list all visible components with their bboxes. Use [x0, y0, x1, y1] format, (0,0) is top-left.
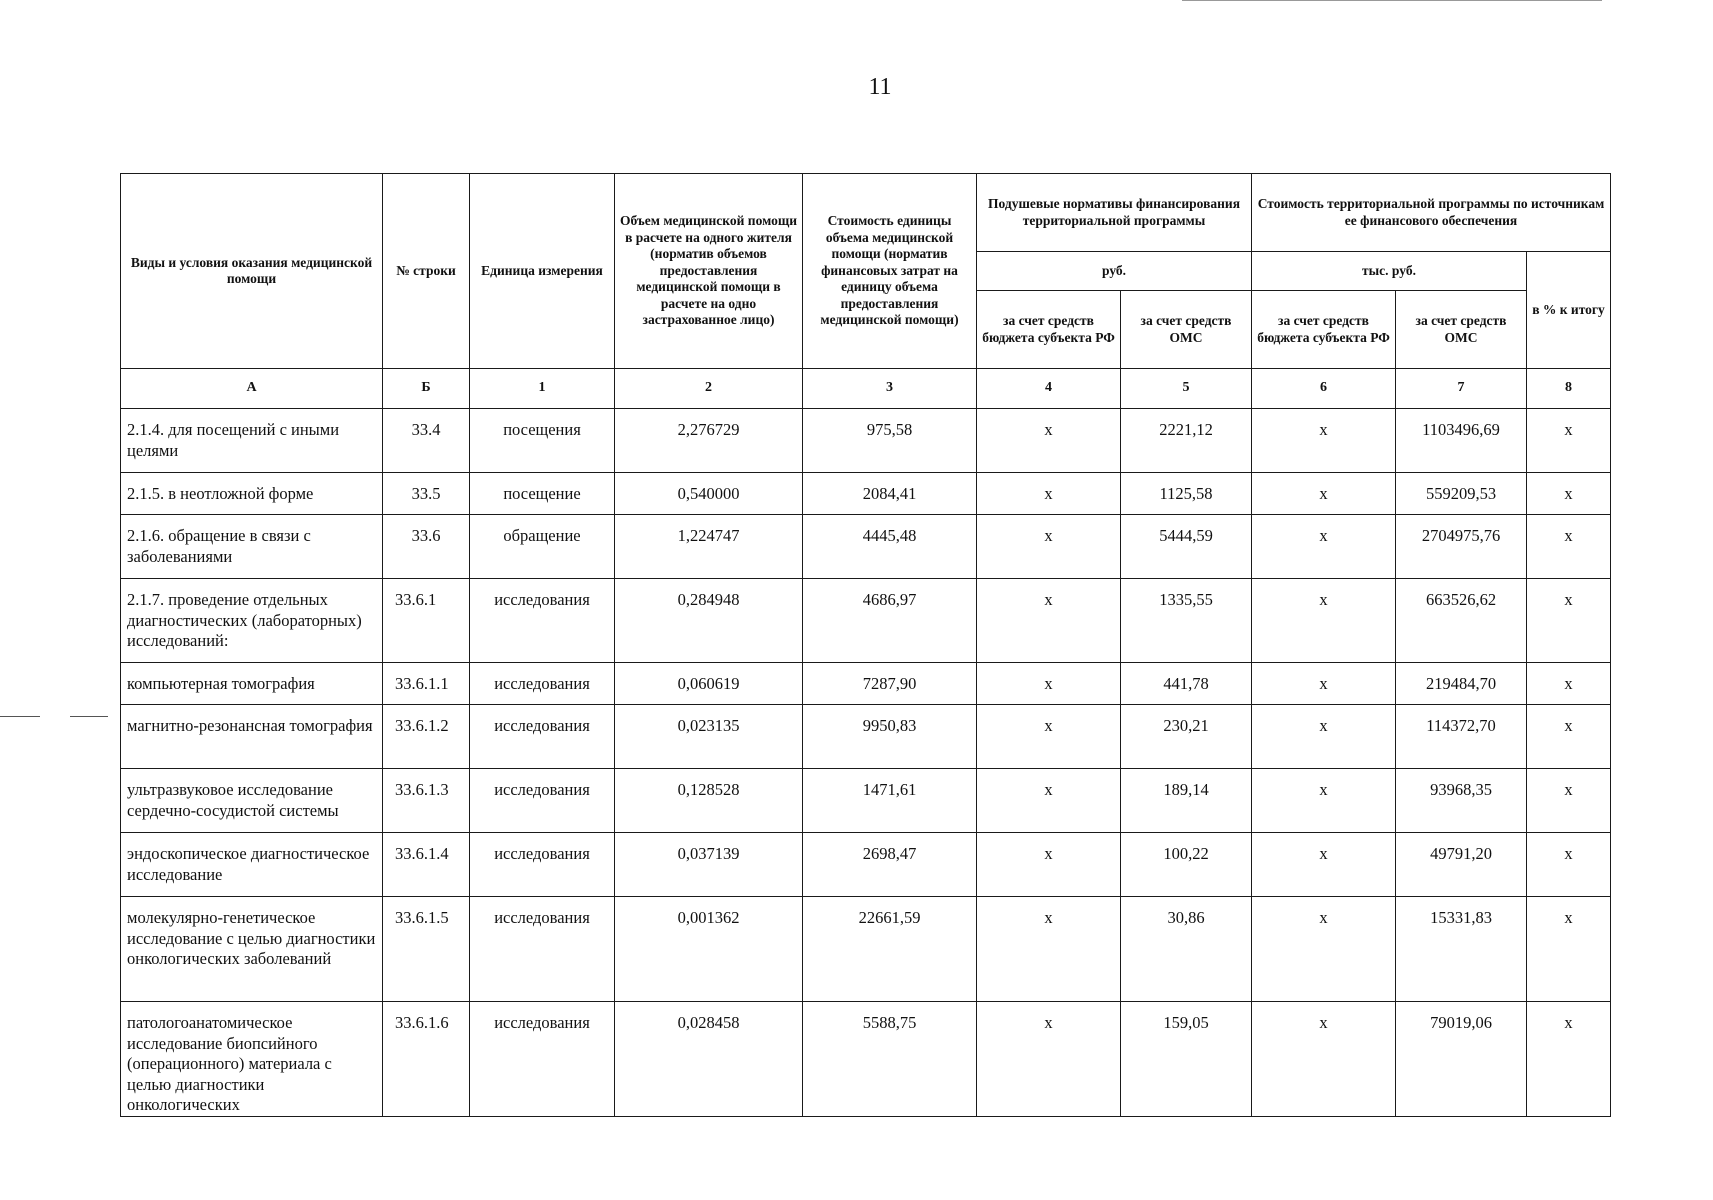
- table-row: [121, 473, 1611, 515]
- column-code: 3: [803, 369, 977, 409]
- column-code: Б: [383, 369, 470, 409]
- column-code: 8: [1527, 369, 1611, 409]
- table-header: [121, 174, 1611, 409]
- cell-row-number: 33.5: [383, 473, 470, 515]
- cell-volume: 0,023135: [615, 705, 803, 769]
- cell-row-number: 33.6.1.3: [383, 769, 470, 833]
- header-unit: Единица измерения: [470, 174, 615, 369]
- cell-unit: исследования: [470, 579, 615, 663]
- cell-budget-rf-total: x: [1252, 897, 1396, 1002]
- header-thousand-rub: тыс. руб.: [1252, 252, 1527, 291]
- table-row: [121, 663, 1611, 705]
- cell-budget-rf: x: [977, 579, 1121, 663]
- cell-unit-cost: 4445,48: [803, 515, 977, 579]
- cell-volume: 0,540000: [615, 473, 803, 515]
- cell-budget-rf: x: [977, 1002, 1121, 1117]
- cell-row-number: 33.4: [383, 409, 470, 473]
- cell-volume: 1,224747: [615, 515, 803, 579]
- cell-row-number: 33.6.1: [383, 579, 470, 663]
- table-row: [121, 769, 1611, 833]
- cell-oms: 2221,12: [1121, 409, 1252, 473]
- cell-budget-rf-total: x: [1252, 409, 1396, 473]
- table-row: [121, 705, 1611, 769]
- cell-oms-total: 114372,70: [1396, 705, 1527, 769]
- cell-name: 2.1.7. проведение отдельных диагностических (лабораторных) исследований:: [121, 579, 383, 663]
- cell-budget-rf-total: x: [1252, 705, 1396, 769]
- cell-unit: обращение: [470, 515, 615, 579]
- header-percent: в % к итогу: [1527, 252, 1611, 369]
- cell-row-number: 33.6.1.5: [383, 897, 470, 1002]
- cell-unit-cost: 2084,41: [803, 473, 977, 515]
- cell-percent: x: [1527, 663, 1611, 705]
- cell-name: молекулярно-генетическое исследование с целью диагностики онкологических заболеваний: [121, 897, 383, 1002]
- cell-oms: 1335,55: [1121, 579, 1252, 663]
- page-number: 11: [868, 74, 892, 100]
- cell-volume: 0,128528: [615, 769, 803, 833]
- scan-artifact-line: [1182, 0, 1602, 1]
- column-code: 7: [1396, 369, 1527, 409]
- cell-oms: 30,86: [1121, 897, 1252, 1002]
- cell-name: 2.1.5. в неотложной форме: [121, 473, 383, 515]
- cell-unit: исследования: [470, 769, 615, 833]
- header-oms-2: за счет средств ОМС: [1396, 291, 1527, 369]
- cell-name: магнитно-резонансная томография: [121, 705, 383, 769]
- cell-percent: x: [1527, 769, 1611, 833]
- header-oms: за счет средств ОМС: [1121, 291, 1252, 369]
- header-budget-rf: за счет средств бюджета субъекта РФ: [977, 291, 1121, 369]
- header-row-number: № строки: [383, 174, 470, 369]
- cell-budget-rf: x: [977, 409, 1121, 473]
- cell-unit: исследования: [470, 705, 615, 769]
- cell-budget-rf: x: [977, 663, 1121, 705]
- table-body: [121, 409, 1611, 1117]
- header-per-capita: Подушевые нормативы финансирования территориальной программы: [977, 174, 1252, 252]
- cell-unit-cost: 4686,97: [803, 579, 977, 663]
- cell-unit-cost: 975,58: [803, 409, 977, 473]
- cell-percent: x: [1527, 833, 1611, 897]
- cell-budget-rf-total: x: [1252, 579, 1396, 663]
- scan-artifact-line: [70, 716, 108, 717]
- cell-oms-total: 15331,83: [1396, 897, 1527, 1002]
- cell-name: ультразвуковое исследование сердечно-сосудистой системы: [121, 769, 383, 833]
- cell-budget-rf: x: [977, 515, 1121, 579]
- header-budget-rf-2: за счет средств бюджета субъекта РФ: [1252, 291, 1396, 369]
- cell-oms-total: 49791,20: [1396, 833, 1527, 897]
- cell-unit: исследования: [470, 833, 615, 897]
- cell-unit: исследования: [470, 897, 615, 1002]
- cell-budget-rf: x: [977, 769, 1121, 833]
- column-code: 2: [615, 369, 803, 409]
- column-code: 6: [1252, 369, 1396, 409]
- cell-unit-cost: 22661,59: [803, 897, 977, 1002]
- cell-oms-total: 219484,70: [1396, 663, 1527, 705]
- scan-artifact-line: [0, 716, 40, 717]
- header-program-cost: Стоимость территориальной программы по источникам ее финансового обеспечения: [1252, 174, 1611, 252]
- header-unit-cost: Стоимость единицы объема медицинской помощи (норматив финансовых затрат на единицу объема предоставления медицинской помощи): [803, 174, 977, 369]
- cell-percent: x: [1527, 515, 1611, 579]
- cell-name: 2.1.4. для посещений с иными целями: [121, 409, 383, 473]
- cell-oms-total: 79019,06: [1396, 1002, 1527, 1117]
- cell-oms: 5444,59: [1121, 515, 1252, 579]
- budget-table: [120, 173, 1611, 1117]
- cell-name: эндоскопическое диагностическое исследование: [121, 833, 383, 897]
- cell-unit-cost: 2698,47: [803, 833, 977, 897]
- cell-name: 2.1.6. обращение в связи с заболеваниями: [121, 515, 383, 579]
- cell-unit: исследования: [470, 663, 615, 705]
- cell-oms: 230,21: [1121, 705, 1252, 769]
- cell-budget-rf: x: [977, 833, 1121, 897]
- cell-row-number: 33.6.1.4: [383, 833, 470, 897]
- column-code: 4: [977, 369, 1121, 409]
- table-row: [121, 1002, 1611, 1117]
- cell-volume: 0,284948: [615, 579, 803, 663]
- cell-volume: 0,028458: [615, 1002, 803, 1117]
- cell-oms: 1125,58: [1121, 473, 1252, 515]
- cell-budget-rf: x: [977, 705, 1121, 769]
- cell-volume: 0,060619: [615, 663, 803, 705]
- column-code: 5: [1121, 369, 1252, 409]
- cell-unit: исследования: [470, 1002, 615, 1117]
- column-code: А: [121, 369, 383, 409]
- cell-name: патологоанатомическое исследование биопсийного (операционного) материала с целью диагностики онкологических: [121, 1002, 383, 1117]
- cell-oms: 189,14: [1121, 769, 1252, 833]
- cell-volume: 2,276729: [615, 409, 803, 473]
- cell-budget-rf-total: x: [1252, 473, 1396, 515]
- table-row: [121, 579, 1611, 663]
- table-row: [121, 897, 1611, 1002]
- cell-row-number: 33.6.1.2: [383, 705, 470, 769]
- header-volume: Объем медицинской помощи в расчете на одного жителя (норматив объемов предоставления медицинской помощи в расчете на одно застрахованное лицо): [615, 174, 803, 369]
- header-types: Виды и условия оказания медицинской помощи: [121, 174, 383, 369]
- table-row: [121, 833, 1611, 897]
- cell-oms: 159,05: [1121, 1002, 1252, 1117]
- cell-budget-rf: x: [977, 473, 1121, 515]
- cell-percent: x: [1527, 579, 1611, 663]
- column-code: 1: [470, 369, 615, 409]
- cell-unit: посещения: [470, 409, 615, 473]
- cell-oms: 100,22: [1121, 833, 1252, 897]
- table-row: [121, 409, 1611, 473]
- cell-row-number: 33.6: [383, 515, 470, 579]
- cell-row-number: 33.6.1.6: [383, 1002, 470, 1117]
- cell-oms-total: 559209,53: [1396, 473, 1527, 515]
- cell-unit-cost: 7287,90: [803, 663, 977, 705]
- cell-percent: x: [1527, 705, 1611, 769]
- cell-unit-cost: 1471,61: [803, 769, 977, 833]
- cell-oms: 441,78: [1121, 663, 1252, 705]
- cell-oms-total: 93968,35: [1396, 769, 1527, 833]
- cell-budget-rf-total: x: [1252, 833, 1396, 897]
- cell-unit-cost: 9950,83: [803, 705, 977, 769]
- cell-row-number: 33.6.1.1: [383, 663, 470, 705]
- cell-budget-rf: x: [977, 897, 1121, 1002]
- cell-volume: 0,001362: [615, 897, 803, 1002]
- column-codes-row: [121, 369, 1611, 409]
- cell-oms-total: 2704975,76: [1396, 515, 1527, 579]
- cell-percent: x: [1527, 473, 1611, 515]
- cell-percent: x: [1527, 897, 1611, 1002]
- cell-unit-cost: 5588,75: [803, 1002, 977, 1117]
- table-row: [121, 515, 1611, 579]
- cell-unit: посещение: [470, 473, 615, 515]
- cell-budget-rf-total: x: [1252, 769, 1396, 833]
- cell-oms-total: 1103496,69: [1396, 409, 1527, 473]
- cell-budget-rf-total: x: [1252, 515, 1396, 579]
- cell-volume: 0,037139: [615, 833, 803, 897]
- header-rub: руб.: [977, 252, 1252, 291]
- cell-name: компьютерная томография: [121, 663, 383, 705]
- cell-budget-rf-total: x: [1252, 1002, 1396, 1117]
- cell-percent: x: [1527, 409, 1611, 473]
- cell-oms-total: 663526,62: [1396, 579, 1527, 663]
- cell-percent: x: [1527, 1002, 1611, 1117]
- cell-budget-rf-total: x: [1252, 663, 1396, 705]
